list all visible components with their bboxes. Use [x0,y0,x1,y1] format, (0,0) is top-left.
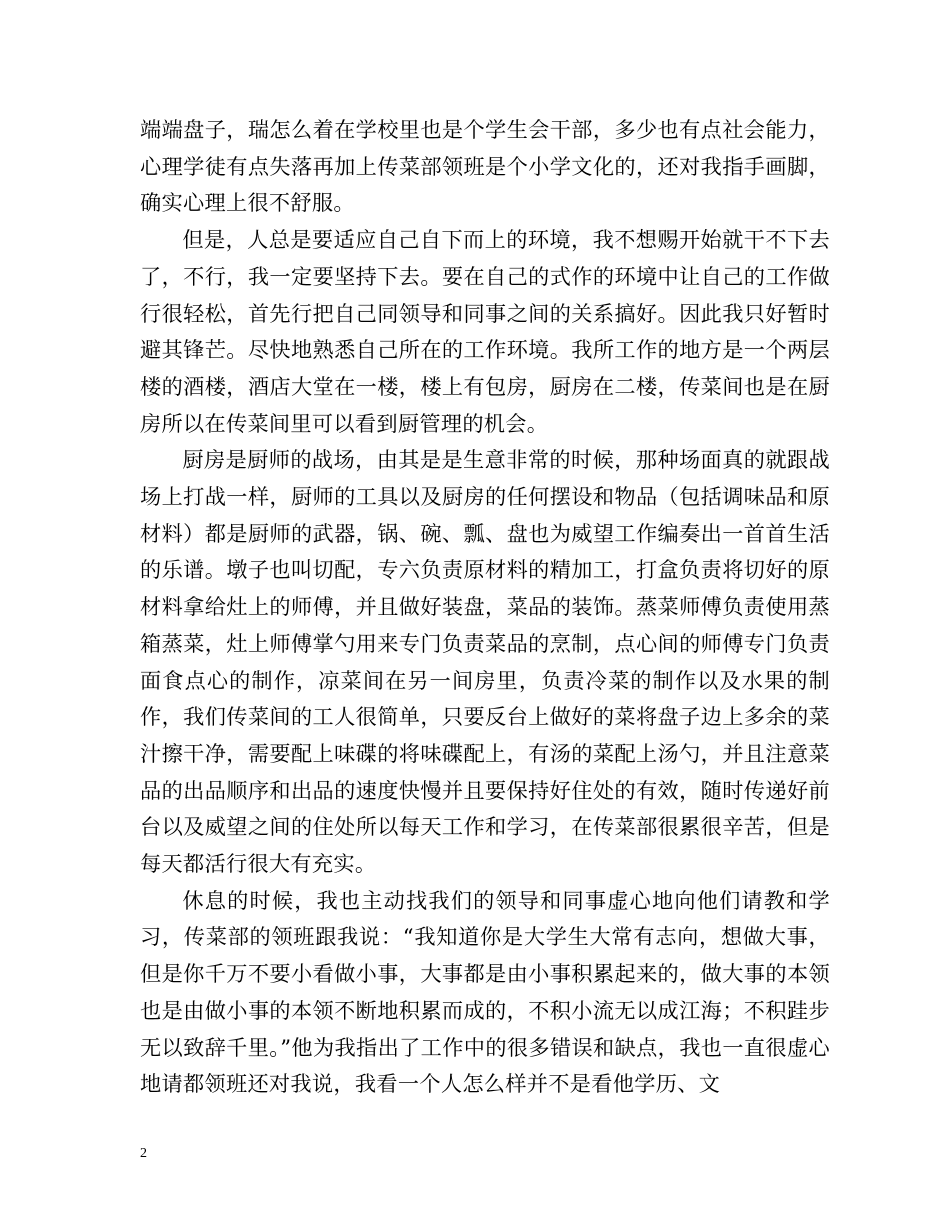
paragraph-rest-time-learning: 休息的时候，我也主动找我们的领导和同事虚心地向他们请教和学习，传菜部的领班跟我说：“我知道你是大学生大常有志向，想做大事，但是你千万不要小看做小事，大事都是由小事积累起来的，做大事的本领也是由做小事的本领不断地积累而成的，不积小流无以成江海；不积跬步无以致辞千里。”他为我指出了工作中的很多错误和缺点，我也一直很虚心地请都领班还对我说，我看一个人怎么样并不是看他学历、文 [140,887,830,1097]
document-page-body [140,112,830,1103]
paragraph-kitchen-battlefield: 厨房是厨师的战场，由其是是生意非常的时候，那种场面真的就跟战场上打战一样，厨师的工具以及厨房的任何摆设和物品（包括调味品和原材料）都是厨师的武器，锅、碗、瓢、盘也为威望工作编奏出一首首生活的乐谱。墩子也叫切配，专六负责原材料的精加工，打盒负责将切好的原材料拿给灶上的师傅，并且做好装盘，菜品的装饰。蒸菜师傅负责使用蒸箱蒸菜，灶上师傅掌勺用来专门负责菜品的烹制，点心间的师傅专门负责面食点心的制作，凉菜间在另一间房里，负责冷菜的制作以及水果的制作，我们传菜间的工人很简单，只要反台上做好的菜将盘子边上多余的菜汁擦干净，需要配上味碟的将味碟配上，有汤的菜配上汤勺，并且注意菜品的出品顺序和出品的速度快慢并且要保持好住处的有效，随时传递好前台以及威望之间的住处所以每天工作和学习，在传菜部很累很辛苦，但是每天都活行很大有充实。 [140,447,830,877]
paragraph-continuation: 端端盘子，瑞怎么着在学校里也是个学生会干部，多少也有点社会能力，心理学徒有点失落再加上传菜部领班是个小学文化的，还对我指手画脚，确实心理上很不舒服。 [140,117,830,216]
page-number: 2 [140,1146,147,1161]
paragraph-adapting-environment: 但是，人总是要适应自己自下而上的环境，我不想赐开始就干不下去了，不行，我一定要坚持下去。要在自己的式作的环境中让自己的工作做行很轻松，首先行把自己同领导和同事之间的关系搞好。因此我只好暂时避其锋芒。尽快地熟悉自己所在的工作环境。我所工作的地方是一个两层楼的酒楼，酒店大堂在一楼，楼上有包房，厨房在二楼，传菜间也是在厨房所以在传菜间里可以看到厨管理的机会。 [140,227,830,436]
